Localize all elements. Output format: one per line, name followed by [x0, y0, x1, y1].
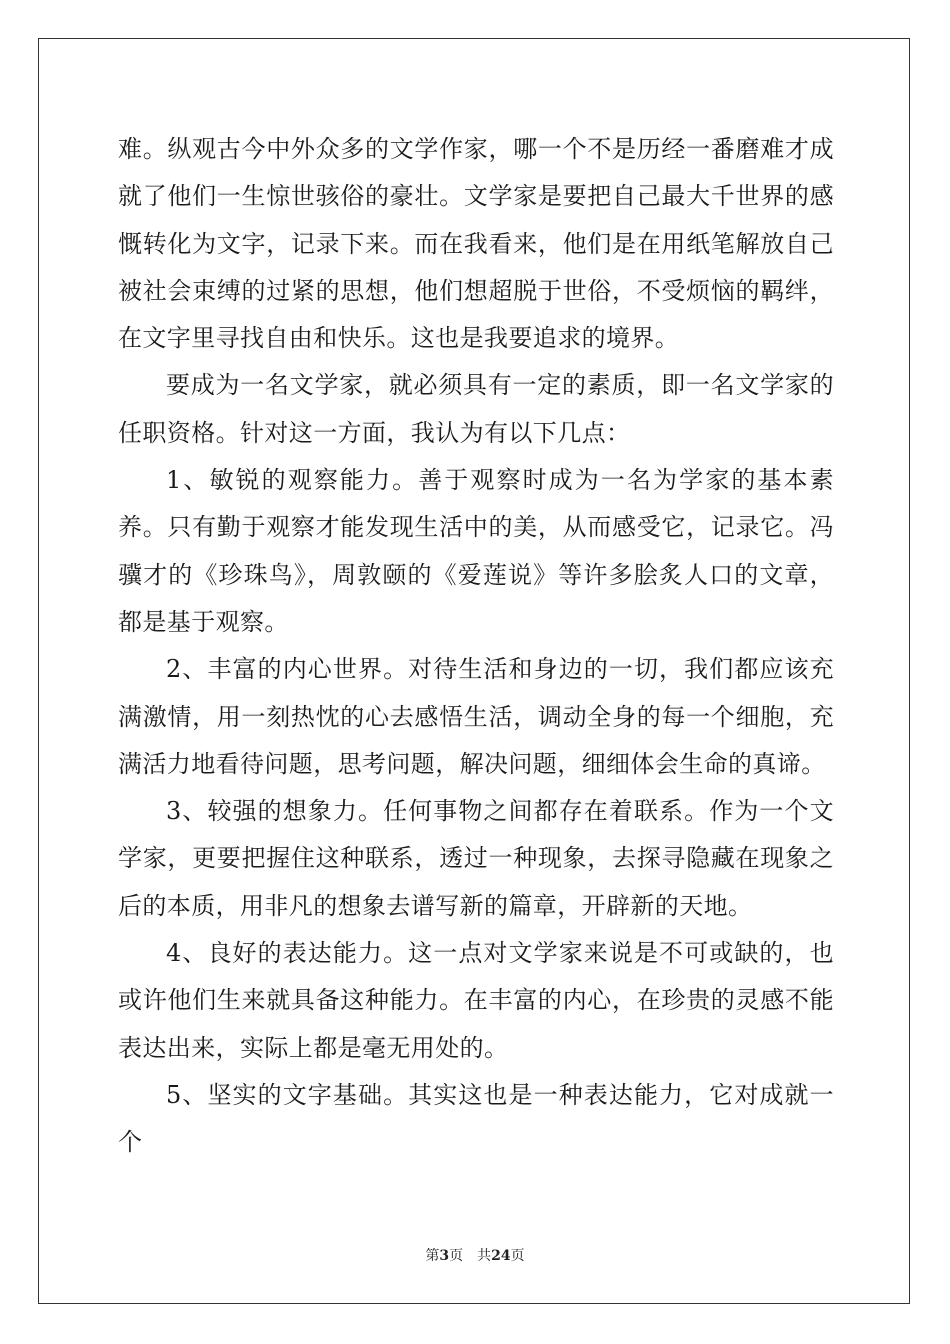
paragraph-6: 4、良好的表达能力。这一点对文学家来说是不可或缺的，也或许他们生来就具备这种能力。在丰富的内心，在珍贵的灵感不能表达出来，实际上都是毫无用处的。 [118, 939, 834, 1062]
document-body [118, 126, 834, 1167]
page-suffix: 页 [449, 1248, 464, 1264]
page-footer [0, 1245, 950, 1265]
total-pages: 24 [491, 1248, 511, 1264]
total-prefix: 共 [477, 1248, 492, 1264]
paragraph-4: 2、丰富的内心世界。对待生活和身边的一切，我们都应该充满激情，用一刻热忱的心去感悟生活，调动全身的每一个细胞，充满活力地看待问题，思考问题，解决问题，细细体会生命的真谛。 [118, 655, 834, 778]
paragraph-3: 1、敏锐的观察能力。善于观察时成为一名为学家的基本素养。只有勤于观察才能发现生活中的美，从而感受它，记录它。冯骥才的《珍珠鸟》，周敦颐的《爱莲说》等许多脍炙人口的文章，都是基于观察。 [118, 466, 834, 636]
paragraph-1: 难。纵观古今中外众多的文学作家，哪一个不是历经一番磨难才成就了他们一生惊世骇俗的豪壮。文学家是要把自己最大千世界的感慨转化为文字，记录下来。而在我看来，他们是在用纸笔解放自己被社会束缚的过紧的思想，他们想超脱于世俗，不受烦恼的羁绊，在文字里寻找自由和快乐。这也是我要追求的境界。 [118, 135, 834, 353]
total-suffix: 页 [510, 1248, 525, 1264]
paragraph-5: 3、较强的想象力。任何事物之间都存在着联系。作为一个文学家，更要把握住这种联系，透过一种现象，去探寻隐藏在现象之后的本质，用非凡的想象去谱写新的篇章，开辟新的天地。 [118, 797, 834, 920]
paragraph-7: 5、坚实的文字基础。其实这也是一种表达能力，它对成就一个 [118, 1080, 834, 1157]
paragraph-2: 要成为一名文学家，就必须具有一定的素质，即一名文学家的任职资格。针对这一方面，我认为有以下几点： [118, 371, 834, 447]
page-number: 3 [439, 1248, 450, 1264]
page-prefix: 第 [425, 1248, 440, 1264]
